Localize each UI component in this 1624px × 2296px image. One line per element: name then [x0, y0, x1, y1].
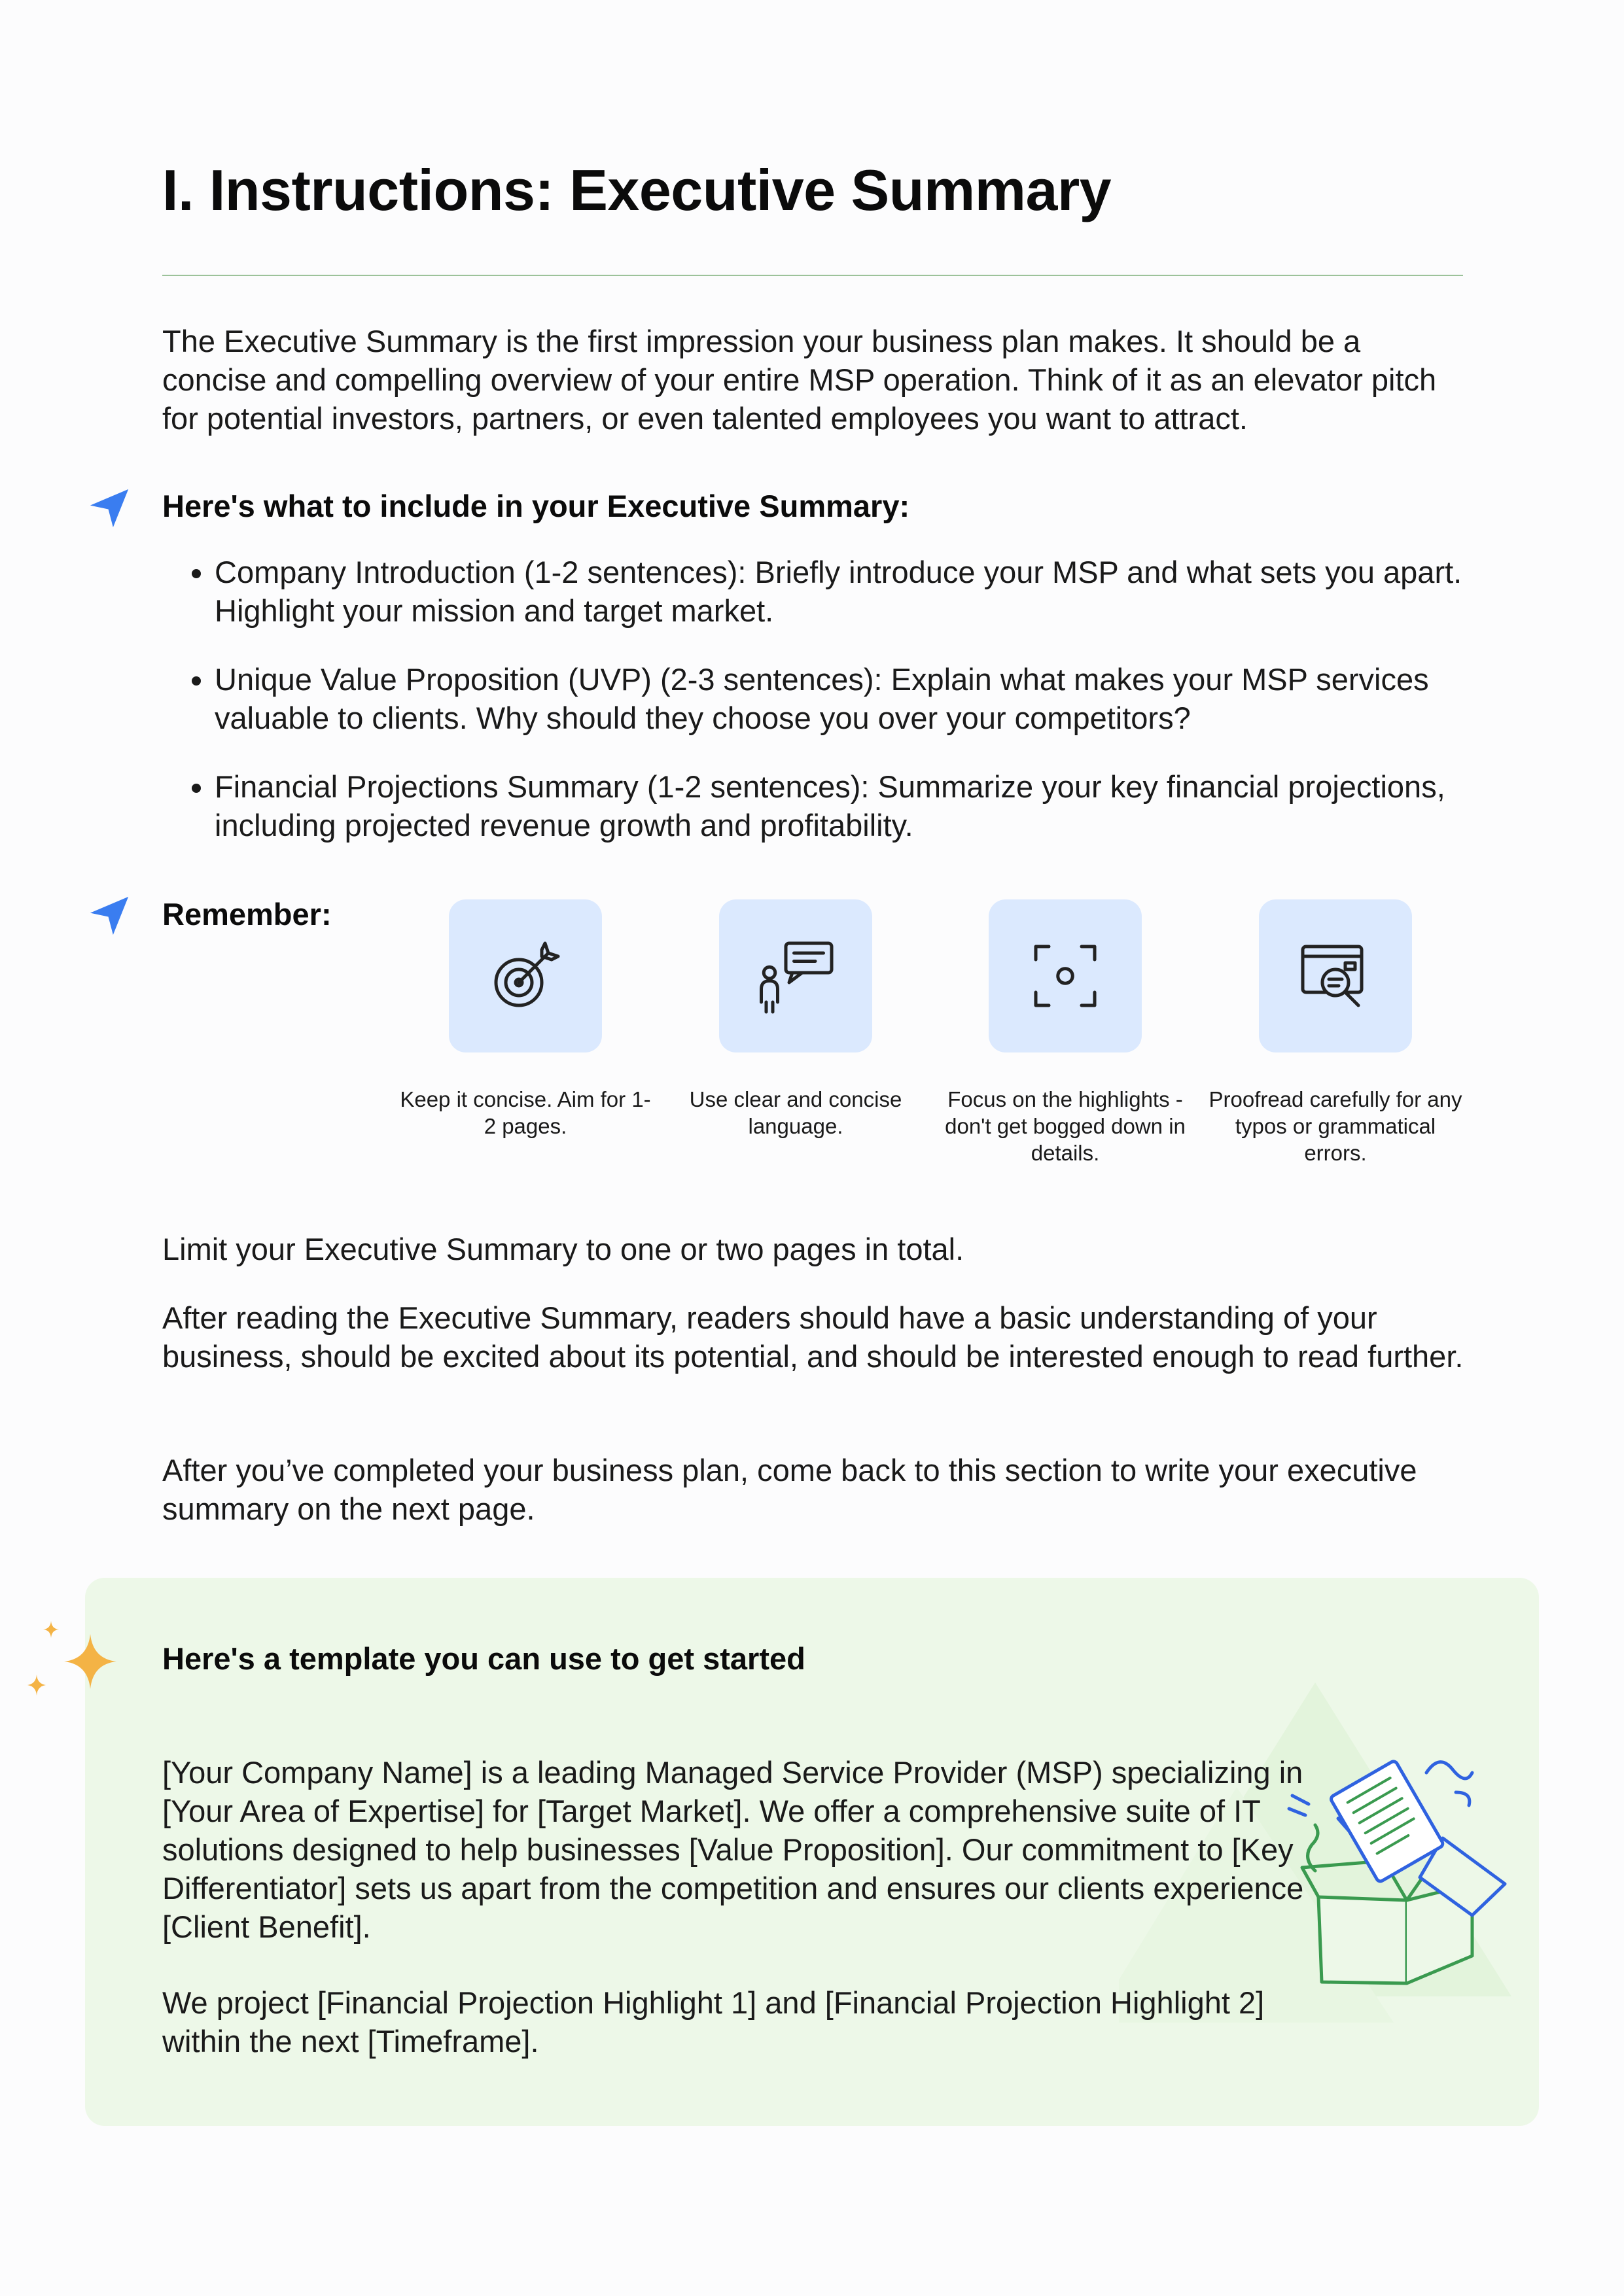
navigation-arrow-icon [86, 485, 132, 531]
document-box-illustration [1276, 1747, 1518, 1989]
document-magnifier-icon [1296, 937, 1375, 1015]
template-paragraph: We project [Financial Projection Highlight 1] and [Financial Projection Highlight 2] within the next [Timeframe]. [162, 1985, 1265, 2059]
intro-paragraph: The Executive Summary is the first impression your business plan makes. It should be a concise and compelling overview of your entire MSP operation. Think of it as an elevator pitch for potential investors, partners, or even talented employees you want to attract. [162, 324, 1437, 436]
tip-tile-focus [989, 899, 1142, 1052]
tip-caption: Proofread carefully for any typos or grammatical errors. [1209, 1087, 1462, 1165]
tip-tile-concise [449, 899, 602, 1052]
tip-tile-language [719, 899, 872, 1052]
list-item: • Financial Projections Summary (1-2 sentences): Summarize your key financial projections, including projected revenue growth and profitability. [215, 767, 1491, 844]
tip-caption: Focus on the highlights - don't get bogged down in details. [945, 1087, 1186, 1165]
list-item: • Unique Value Proposition (UVP) (2-3 sentences): Explain what makes your MSP services valuable to clients. Why should they choose you over your competitors? [215, 660, 1491, 737]
person-speech-icon [753, 937, 838, 1015]
template-heading: Here's a template you can use to get started [162, 1641, 805, 1676]
title-divider [162, 275, 1463, 276]
note-paragraph: Limit your Executive Summary to one or two pages in total. [162, 1232, 964, 1266]
navigation-arrow-icon [86, 893, 132, 939]
target-arrow-icon [486, 937, 565, 1015]
note-paragraph: After reading the Executive Summary, readers should have a basic understanding of your business, should be excited about its potential, and should be interested enough to read further. [162, 1300, 1464, 1374]
list-item: • Company Introduction (1-2 sentences): Briefly introduce your MSP and what sets you apart. Highlight your mission and target market. [215, 553, 1491, 630]
sparkle-icon [18, 1621, 130, 1713]
page-title: I. Instructions: Executive Summary [162, 158, 1112, 222]
tip-caption: Keep it concise. Aim for 1-2 pages. [400, 1087, 651, 1138]
note-paragraph: After you’ve completed your business plan, come back to this section to write your executive summary on the next page. [162, 1453, 1417, 1526]
remember-heading: Remember: [162, 897, 332, 931]
include-heading: Here's what to include in your Executive Summary: [162, 489, 910, 523]
template-paragraph: [Your Company Name] is a leading Managed Service Provider (MSP) specializing in [Your Area of Expertise] for [Target Market]. We offer a comprehensive suite of IT solutions designed to help businesses [Value Proposition]. Our commitment to [Key Differentiator] sets us apart from the competition and ensures our clients experience [Client Benefit]. [162, 1755, 1304, 1944]
focus-frame-icon [1026, 937, 1104, 1015]
tip-caption: Use clear and concise language. [689, 1087, 902, 1138]
tip-tile-proofread [1259, 899, 1412, 1052]
include-list [162, 553, 1491, 875]
